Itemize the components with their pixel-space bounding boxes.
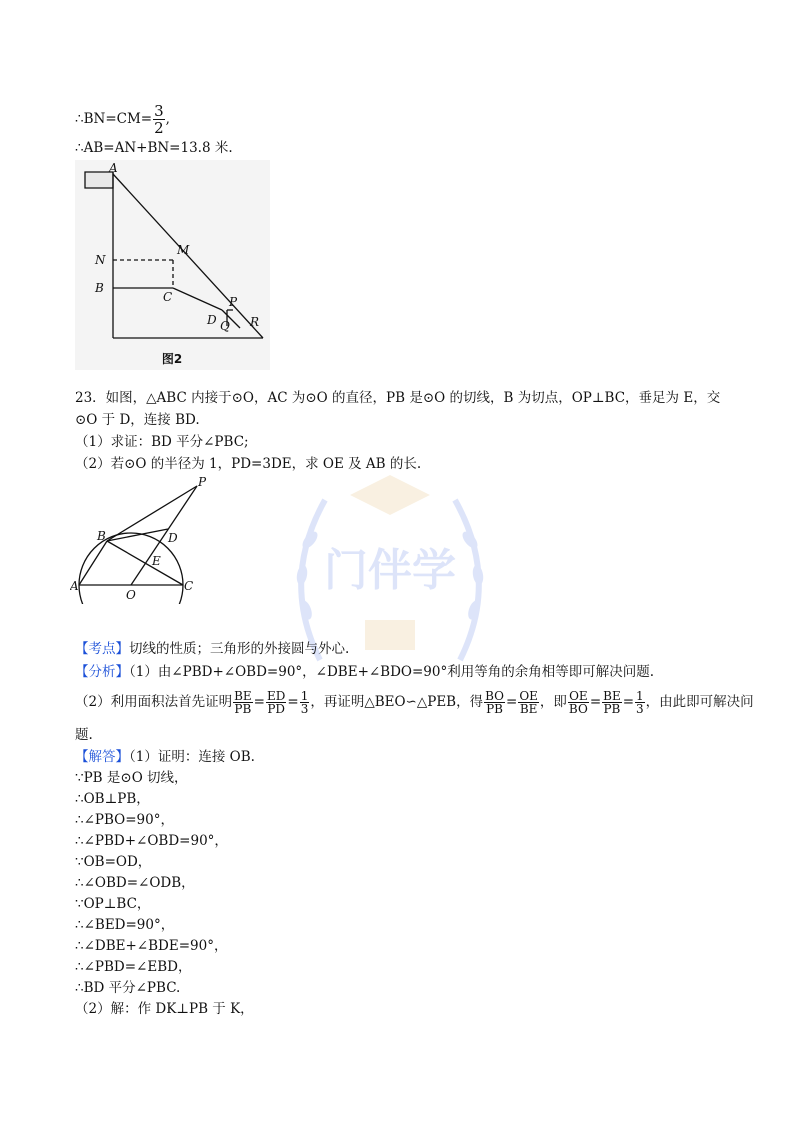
label-c-23: C bbox=[184, 579, 194, 593]
step-7: ∵OP⊥BC， bbox=[75, 896, 151, 912]
step-5: ∵OB=OD， bbox=[75, 854, 152, 870]
label-b-23: B bbox=[97, 529, 106, 543]
problem-23-line2: ⊙O 于 D，连接 BD. bbox=[75, 412, 200, 428]
label-d-23: D bbox=[168, 531, 178, 545]
label-o-23: O bbox=[126, 588, 136, 602]
step-11: ∴BD 平分∠PBC. bbox=[75, 980, 181, 996]
step-4: ∴∠PBD+∠OBD=90°， bbox=[75, 833, 228, 849]
step-2: ∴OB⊥PB， bbox=[75, 791, 150, 807]
ab-line: ∴AB=AN+BN=13.8 米. bbox=[75, 140, 233, 156]
figure-23 bbox=[70, 472, 215, 604]
fenxi-line2: （2）利用面积法首先证明 $\frac{BE}{PB}$ = $\frac{ED}{PD}$ = $\frac{1}{3}$ ，再证明△BEO∽△PEB，得 $\frac{BO}{PB}$ = $\frac{OE}{BE}$ ，即 $\frac{OE}{BO}$ = $\frac{BE}{PB}$ = $\frac{1}{3}$ ，由此即可解决问 bbox=[75, 689, 754, 716]
fenxi-line2-cont: 题. bbox=[75, 727, 93, 743]
bn-cm-line: ∴BN=CM= $\frac{3}{2}$ , bbox=[75, 102, 170, 137]
kaodian-line: 【考点】切线的性质；三角形的外接圆与外心. bbox=[75, 641, 350, 657]
label-m: M bbox=[177, 243, 190, 257]
step-9: ∴∠DBE+∠BDE=90°， bbox=[75, 938, 228, 954]
label-q: Q bbox=[220, 319, 230, 333]
label-n: N bbox=[95, 253, 106, 267]
step-3: ∴∠PBO=90°， bbox=[75, 812, 174, 828]
kaodian-tag: 【考点】 bbox=[75, 641, 129, 657]
label-e-23: E bbox=[152, 554, 161, 568]
label-p: P bbox=[229, 295, 238, 309]
label-c: C bbox=[163, 290, 173, 304]
jieda-line: 【解答】（1）证明：连接 OB. bbox=[75, 749, 255, 765]
label-p-23: P bbox=[198, 475, 207, 489]
step-12: （2）解：作 DK⊥PB 于 K， bbox=[75, 1001, 254, 1017]
label-b: B bbox=[95, 281, 104, 295]
jieda-tag: 【解答】 bbox=[75, 749, 129, 765]
label-r: R bbox=[250, 315, 260, 329]
fenxi-line1: 【分析】（1）由∠PBD+∠OBD=90°，∠DBE+∠BDO=90°利用等角的余角相等即可解决问题. bbox=[75, 664, 655, 680]
label-a: A bbox=[109, 161, 118, 175]
problem-23-line1: 23．如图，△ABC 内接于⊙O，AC 为⊙O 的直径，PB 是⊙O 的切线，B 为切点，OP⊥BC，垂足为 E，交 bbox=[75, 390, 721, 406]
watermark-text: 门伴学 bbox=[324, 545, 456, 596]
fenxi-tag: 【分析】 bbox=[75, 664, 129, 680]
step-6: ∴∠OBD=∠ODB， bbox=[75, 875, 195, 891]
step-8: ∴∠BED=90°， bbox=[75, 917, 175, 933]
label-a-23: A bbox=[70, 579, 79, 593]
problem-23-part2: （2）若⊙O 的半径为 1，PD=3DE，求 OE 及 AB 的长. bbox=[75, 456, 422, 472]
step-1: ∵PB 是⊙O 切线， bbox=[75, 770, 188, 786]
step-10: ∴∠PBD=∠EBD， bbox=[75, 959, 192, 975]
problem-23-part1: （1）求证：BD 平分∠PBC; bbox=[75, 434, 249, 450]
label-d: D bbox=[207, 313, 217, 327]
figure-2 bbox=[75, 160, 270, 370]
figure-2-caption: 图2 bbox=[161, 352, 183, 366]
